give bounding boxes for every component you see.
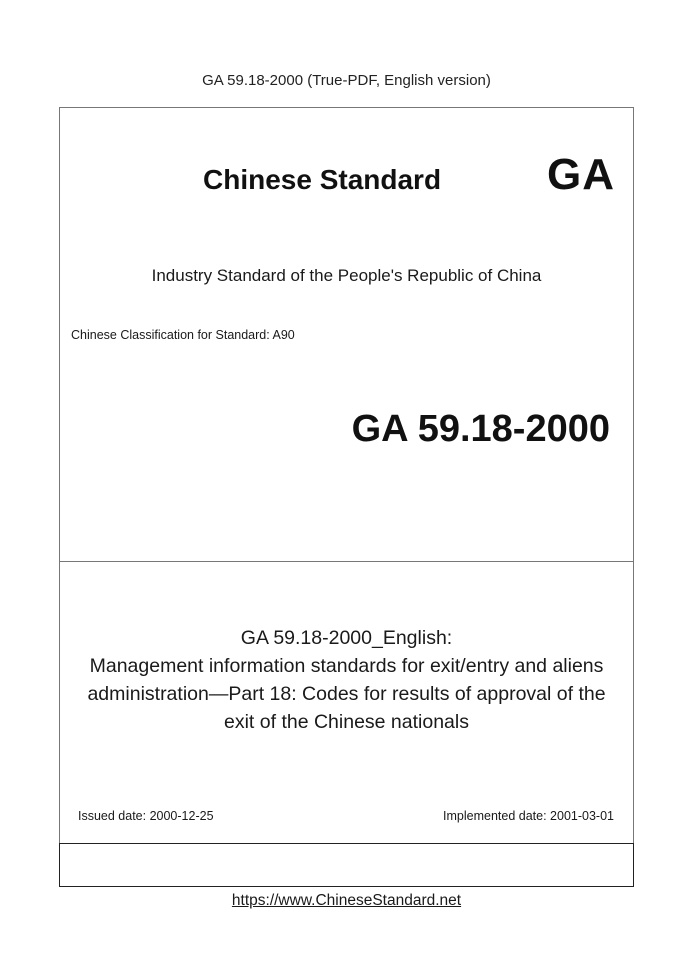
standard-mark: GA bbox=[547, 150, 615, 199]
industry-line: Industry Standard of the People's Republic of China bbox=[151, 266, 542, 285]
standard-title: Chinese Standard bbox=[203, 164, 442, 195]
main-title-line: Management information standards for exit/entry and aliens bbox=[89, 655, 604, 677]
main-title-line: administration—Part 18: Codes for results of approval of the bbox=[87, 683, 606, 705]
header-caption: GA 59.18-2000 (True-PDF, English version) bbox=[202, 72, 491, 89]
website-link[interactable]: https://www.ChineseStandard.net bbox=[231, 892, 462, 909]
main-title-line: exit of the Chinese nationals bbox=[224, 711, 469, 733]
footer bbox=[0, 892, 693, 910]
implemented-date: Implemented date: 2001-03-01 bbox=[443, 809, 614, 823]
classification-line: Chinese Classification for Standard: A90 bbox=[71, 328, 295, 342]
cover-bottom-frame bbox=[59, 843, 634, 887]
main-title-line: GA 59.18-2000_English: bbox=[240, 627, 453, 649]
document-number: GA 59.18-2000 bbox=[351, 408, 610, 450]
issued-date: Issued date: 2000-12-25 bbox=[78, 809, 214, 823]
main-title bbox=[59, 624, 634, 736]
